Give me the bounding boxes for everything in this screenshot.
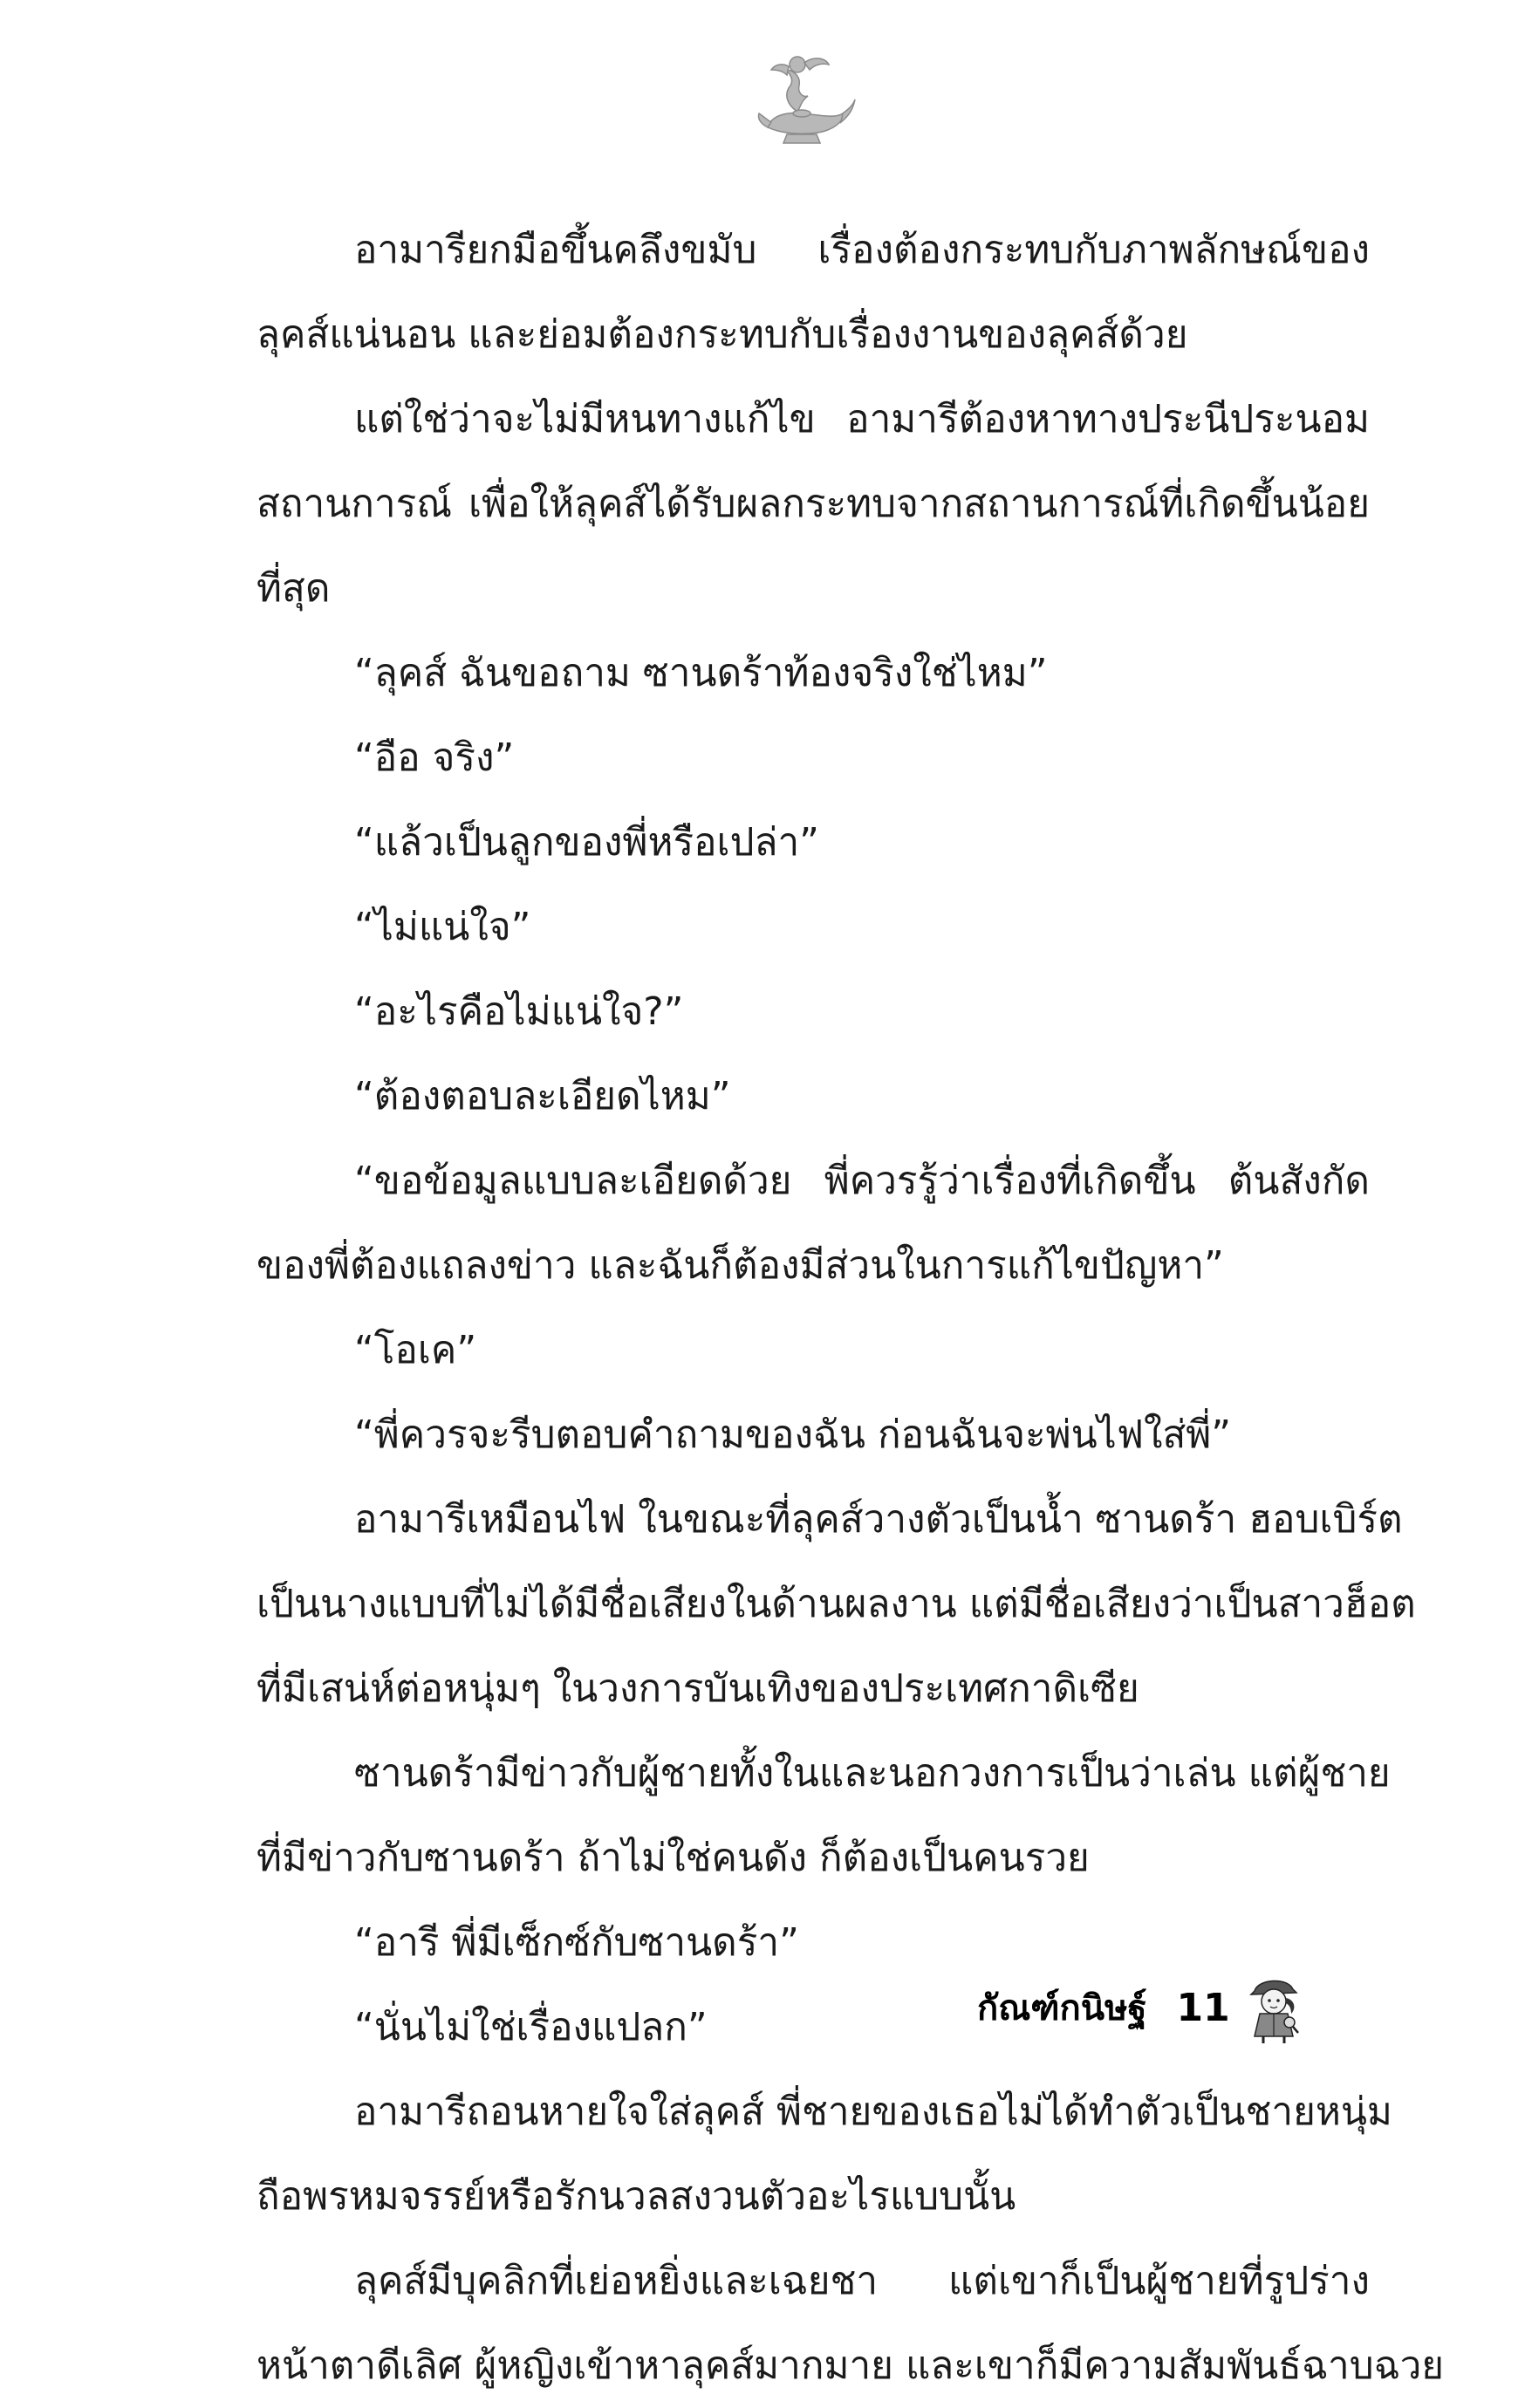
text-line: ซานดร้ามีข่าวกับผู้ชายทั้งในและนอกวงการเป็นว่าเล่น แต่ผู้ชาย (354, 1751, 1391, 1796)
text-line: ที่มีเสน่ห์ต่อหนุ่มๆ ในวงการบันเทิงของประเทศกาดิเซีย (256, 1666, 1139, 1711)
text-line: “แล้วเป็นลูกของพี่หรือเปล่า” (354, 820, 819, 865)
footer-book-title: กัณฑ์กนิษฐ์ (977, 1988, 1147, 2028)
text-line: “โอเค” (354, 1328, 477, 1372)
page-footer (977, 1968, 1302, 2047)
text-line: ที่มีข่าวกับซานดร้า ถ้าไม่ใช่คนดัง ก็ต้องเป็นคนรวย (256, 1836, 1090, 1880)
text-line: เป็นนางแบบที่ไม่ได้มีชื่อเสียงในด้านผลงาน แต่มีชื่อเสียงว่าเป็นสาวฮ็อต (256, 1582, 1416, 1626)
text-line: “อือ จริง” (354, 735, 515, 780)
text-line: “ต้องตอบละเอียดไหม” (354, 1074, 731, 1118)
page-number: 11 (1176, 1985, 1230, 2030)
text-line: ลุคส์แน่นอน และย่อมต้องกระทบกับเรื่องงานของลุคส์ด้วย (256, 312, 1188, 357)
genie-lamp-logo-icon (745, 44, 858, 157)
text-line: แต่ใช่ว่าจะไม่มีหนทางแก้ไข อามารีต้องหาทางประนีประนอม (354, 397, 1370, 441)
text-line: สถานการณ์ เพื่อให้ลุคส์ได้รับผลกระทบจากสถานการณ์ที่เกิดขึ้นน้อย (256, 482, 1370, 526)
body-text (256, 208, 1445, 2408)
text-line: “ไม่แน่ใจ” (354, 905, 531, 949)
text-line: ถือพรหมจรรย์หรือรักนวลสงวนตัวอะไรแบบนั้น (256, 2174, 1016, 2219)
detective-girl-mascot-icon (1246, 1970, 1302, 2045)
text-line: ที่สุด (256, 566, 331, 611)
text-line: อามารีถอนหายใจใส่ลุคส์ พี่ชายของเธอไม่ได้ทำตัวเป็นชายหนุ่ม (354, 2090, 1392, 2134)
text-line: ลุคส์มีบุคลิกที่เย่อหยิ่งและเฉยชา แต่เขาก็เป็นผู้ชายที่รูปร่าง (354, 2259, 1370, 2303)
text-line: “นั่นไม่ใช่เรื่องแปลก” (354, 2005, 708, 2049)
text-line: “อารี พี่มีเซ็กซ์กับซานดร้า” (354, 1920, 799, 1965)
text-line: “ลุคส์ ฉันขอถาม ซานดร้าท้องจริงใช่ไหม” (354, 651, 1048, 695)
text-line: “พี่ควรจะรีบตอบคำถามของฉัน ก่อนฉันจะพ่นไฟใส่พี่” (354, 1413, 1232, 1457)
text-line: ของพี่ต้องแถลงข่าว และฉันก็ต้องมีส่วนในการแก้ไขปัญหา” (256, 1243, 1224, 1288)
text-line: อามารีเหมือนไฟ ในขณะที่ลุคส์วางตัวเป็นน้ำ ซานดร้า ฮอบเบิร์ต (354, 1497, 1403, 1542)
text-line: อามารียกมือขึ้นคลึงขมับ เรื่องต้องกระทบกับภาพลักษณ์ของ (354, 228, 1370, 272)
text-line: หน้าตาดีเลิศ ผู้หญิงเข้าหาลุคส์มากมาย และเขาก็มีความสัมพันธ์ฉาบฉวย (256, 2343, 1445, 2388)
text-line: “ขอข้อมูลแบบละเอียดด้วย พี่ควรรู้ว่าเรื่องที่เกิดขึ้น ต้นสังกัด (354, 1159, 1370, 1203)
text-line: “อะไรคือไม่แน่ใจ?” (354, 989, 684, 1034)
